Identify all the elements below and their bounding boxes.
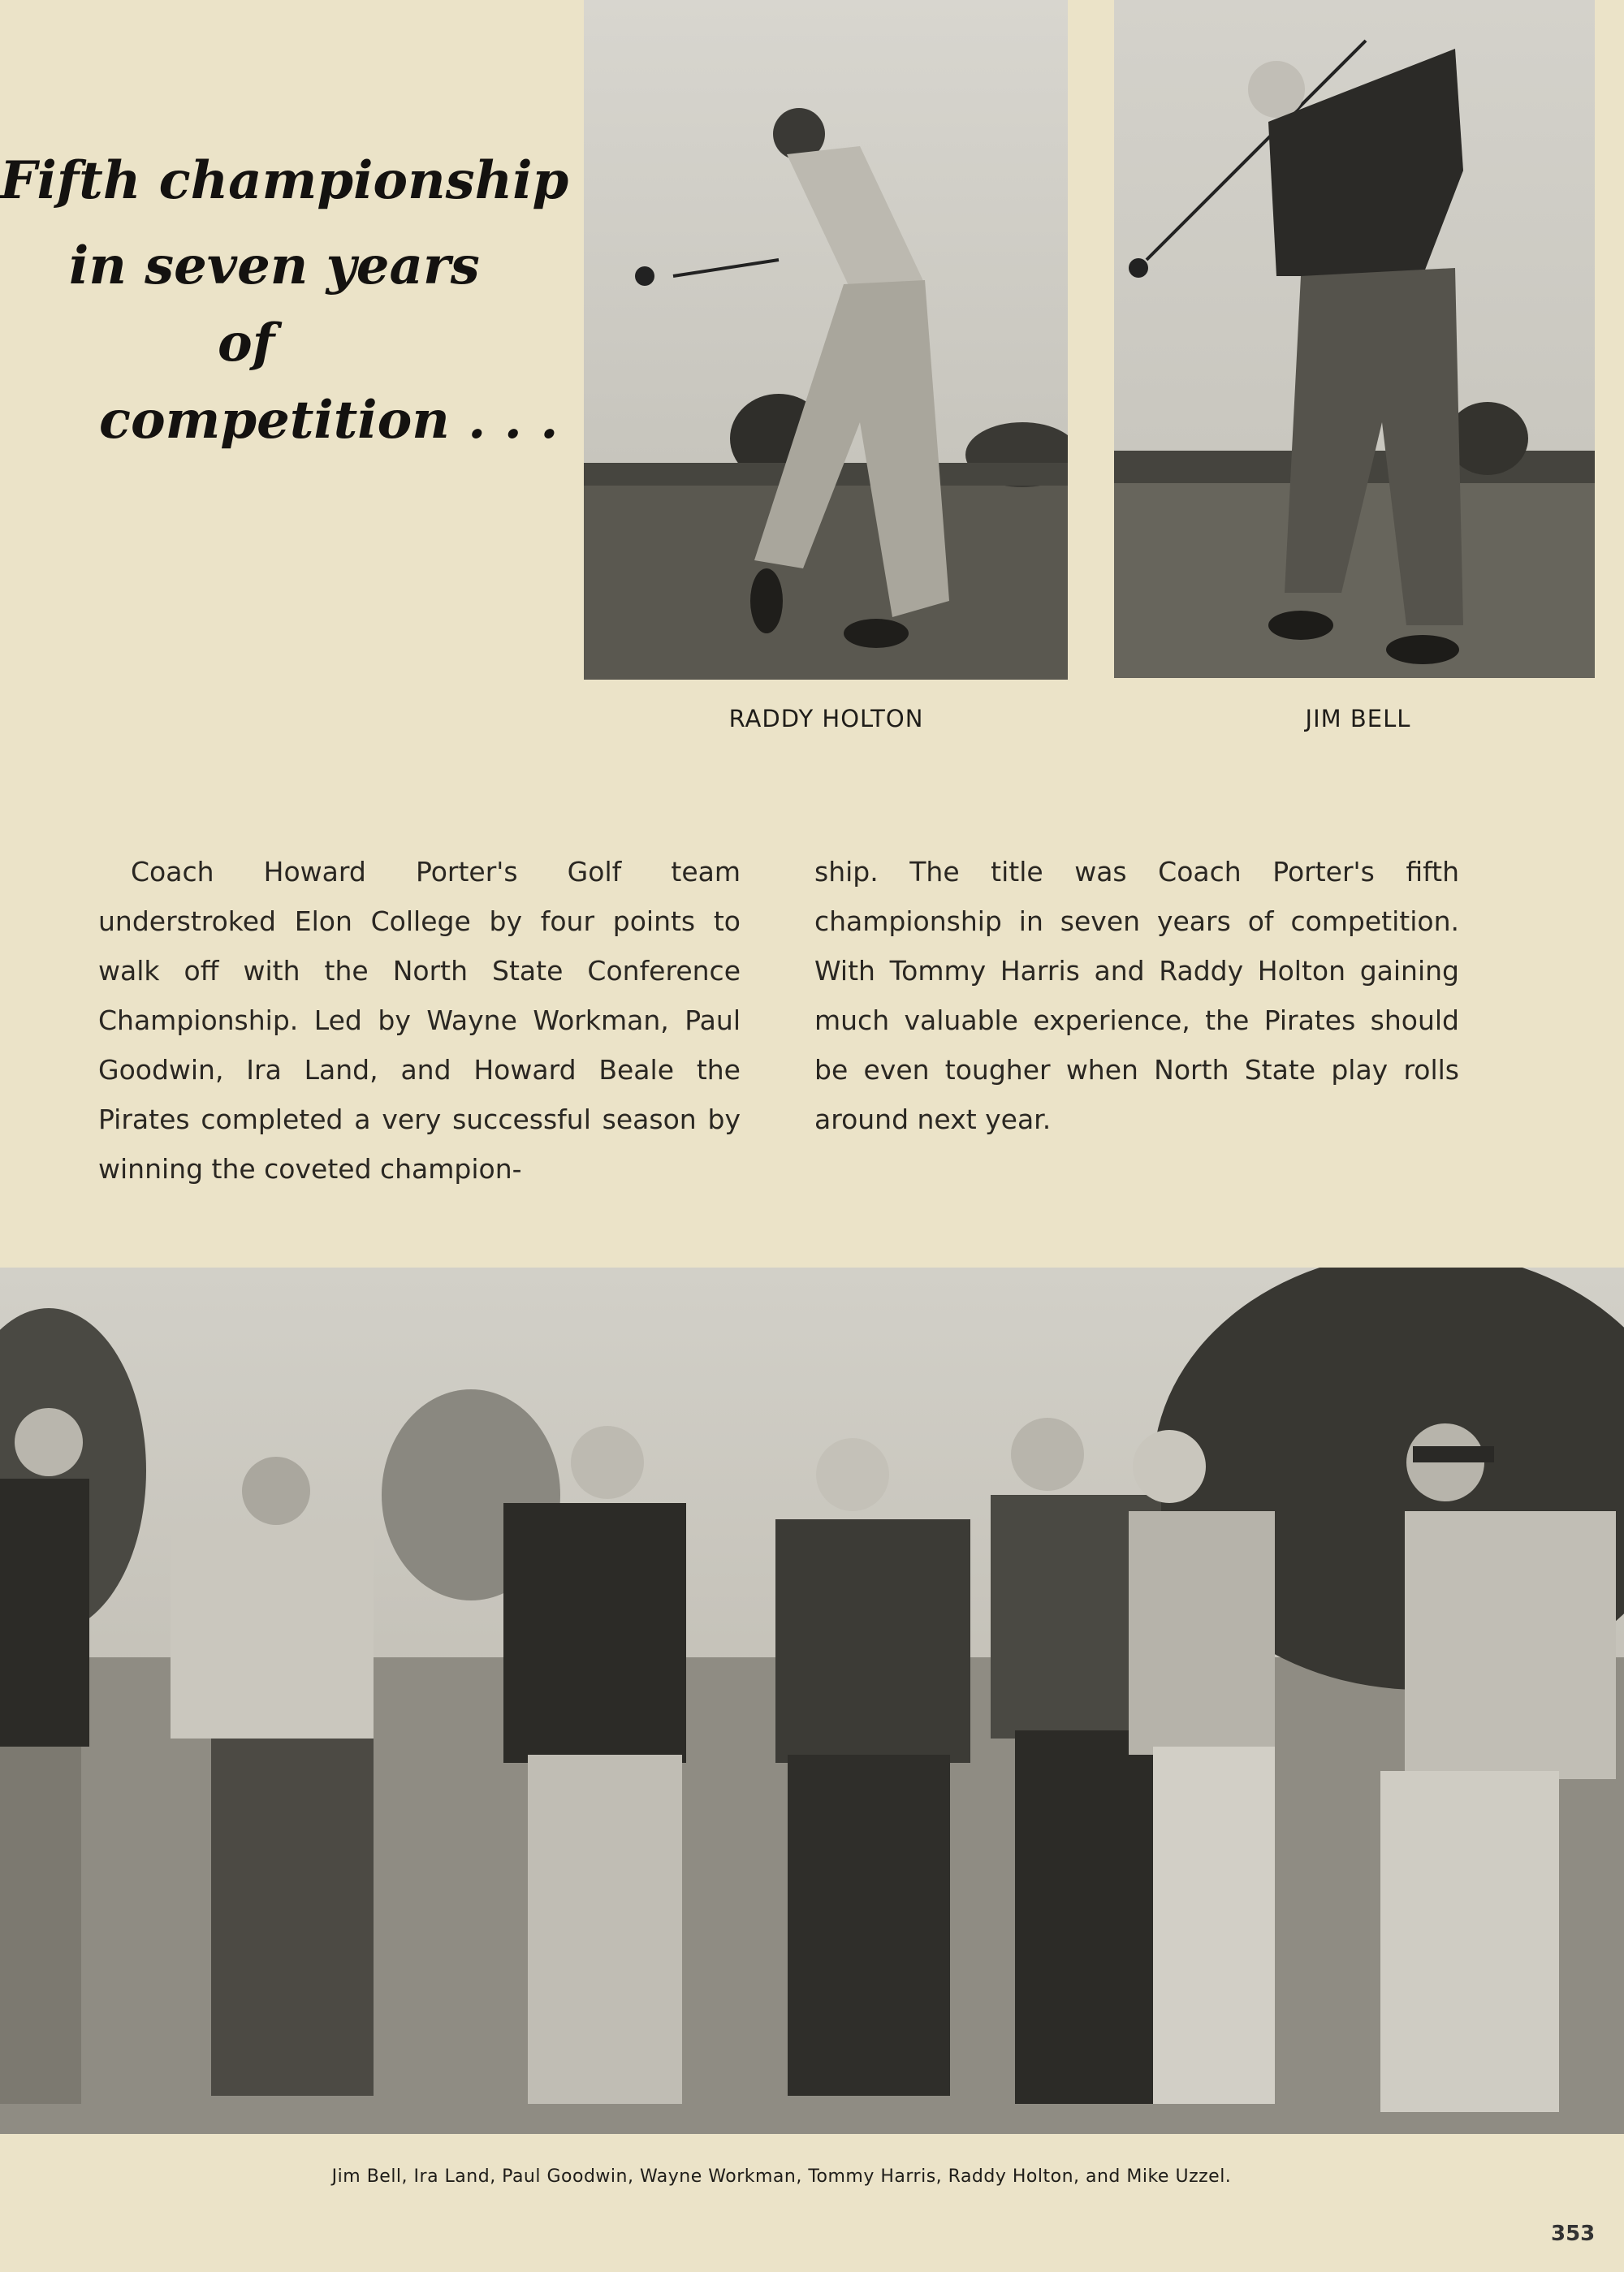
headline-line-3: of [218, 313, 275, 374]
article-column-1 [98, 847, 741, 1194]
headline-line-2: in seven years [69, 235, 480, 296]
headline-line-4: competition . . . [99, 390, 559, 451]
article-paragraph-2: ship. The title was Coach Porter's fifth championship in seven years of competition. With Tommy Harris and Raddy Holton gaining much valuable experience, the Pirates should be even tougher when North State play rolls around next year. [814, 856, 1459, 1135]
caption-jim-bell: JIM BELL [1305, 705, 1411, 732]
headline-line-1: Fifth championship [0, 150, 569, 211]
group-photo [0, 1268, 1624, 2134]
photo-jim-bell [1114, 0, 1595, 678]
page-number: 353 [1551, 2222, 1596, 2246]
photo-raddy-holton [584, 0, 1068, 680]
group-photo-caption: Jim Bell, Ira Land, Paul Goodwin, Wayne Workman, Tommy Harris, Raddy Holton, and Mike Uzzel. [331, 2166, 1232, 2187]
article-paragraph-1: Coach Howard Porter's Golf team understroked Elon College by four points to walk off with the North State Conference Championship. Led by Wayne Workman, Paul Goodwin, Ira Land, and Howard Beale the Pirates completed a very successful season by winning the coveted champion- [98, 856, 741, 1185]
article-column-2 [814, 847, 1459, 1144]
caption-raddy-holton: RADDY HOLTON [728, 705, 924, 732]
